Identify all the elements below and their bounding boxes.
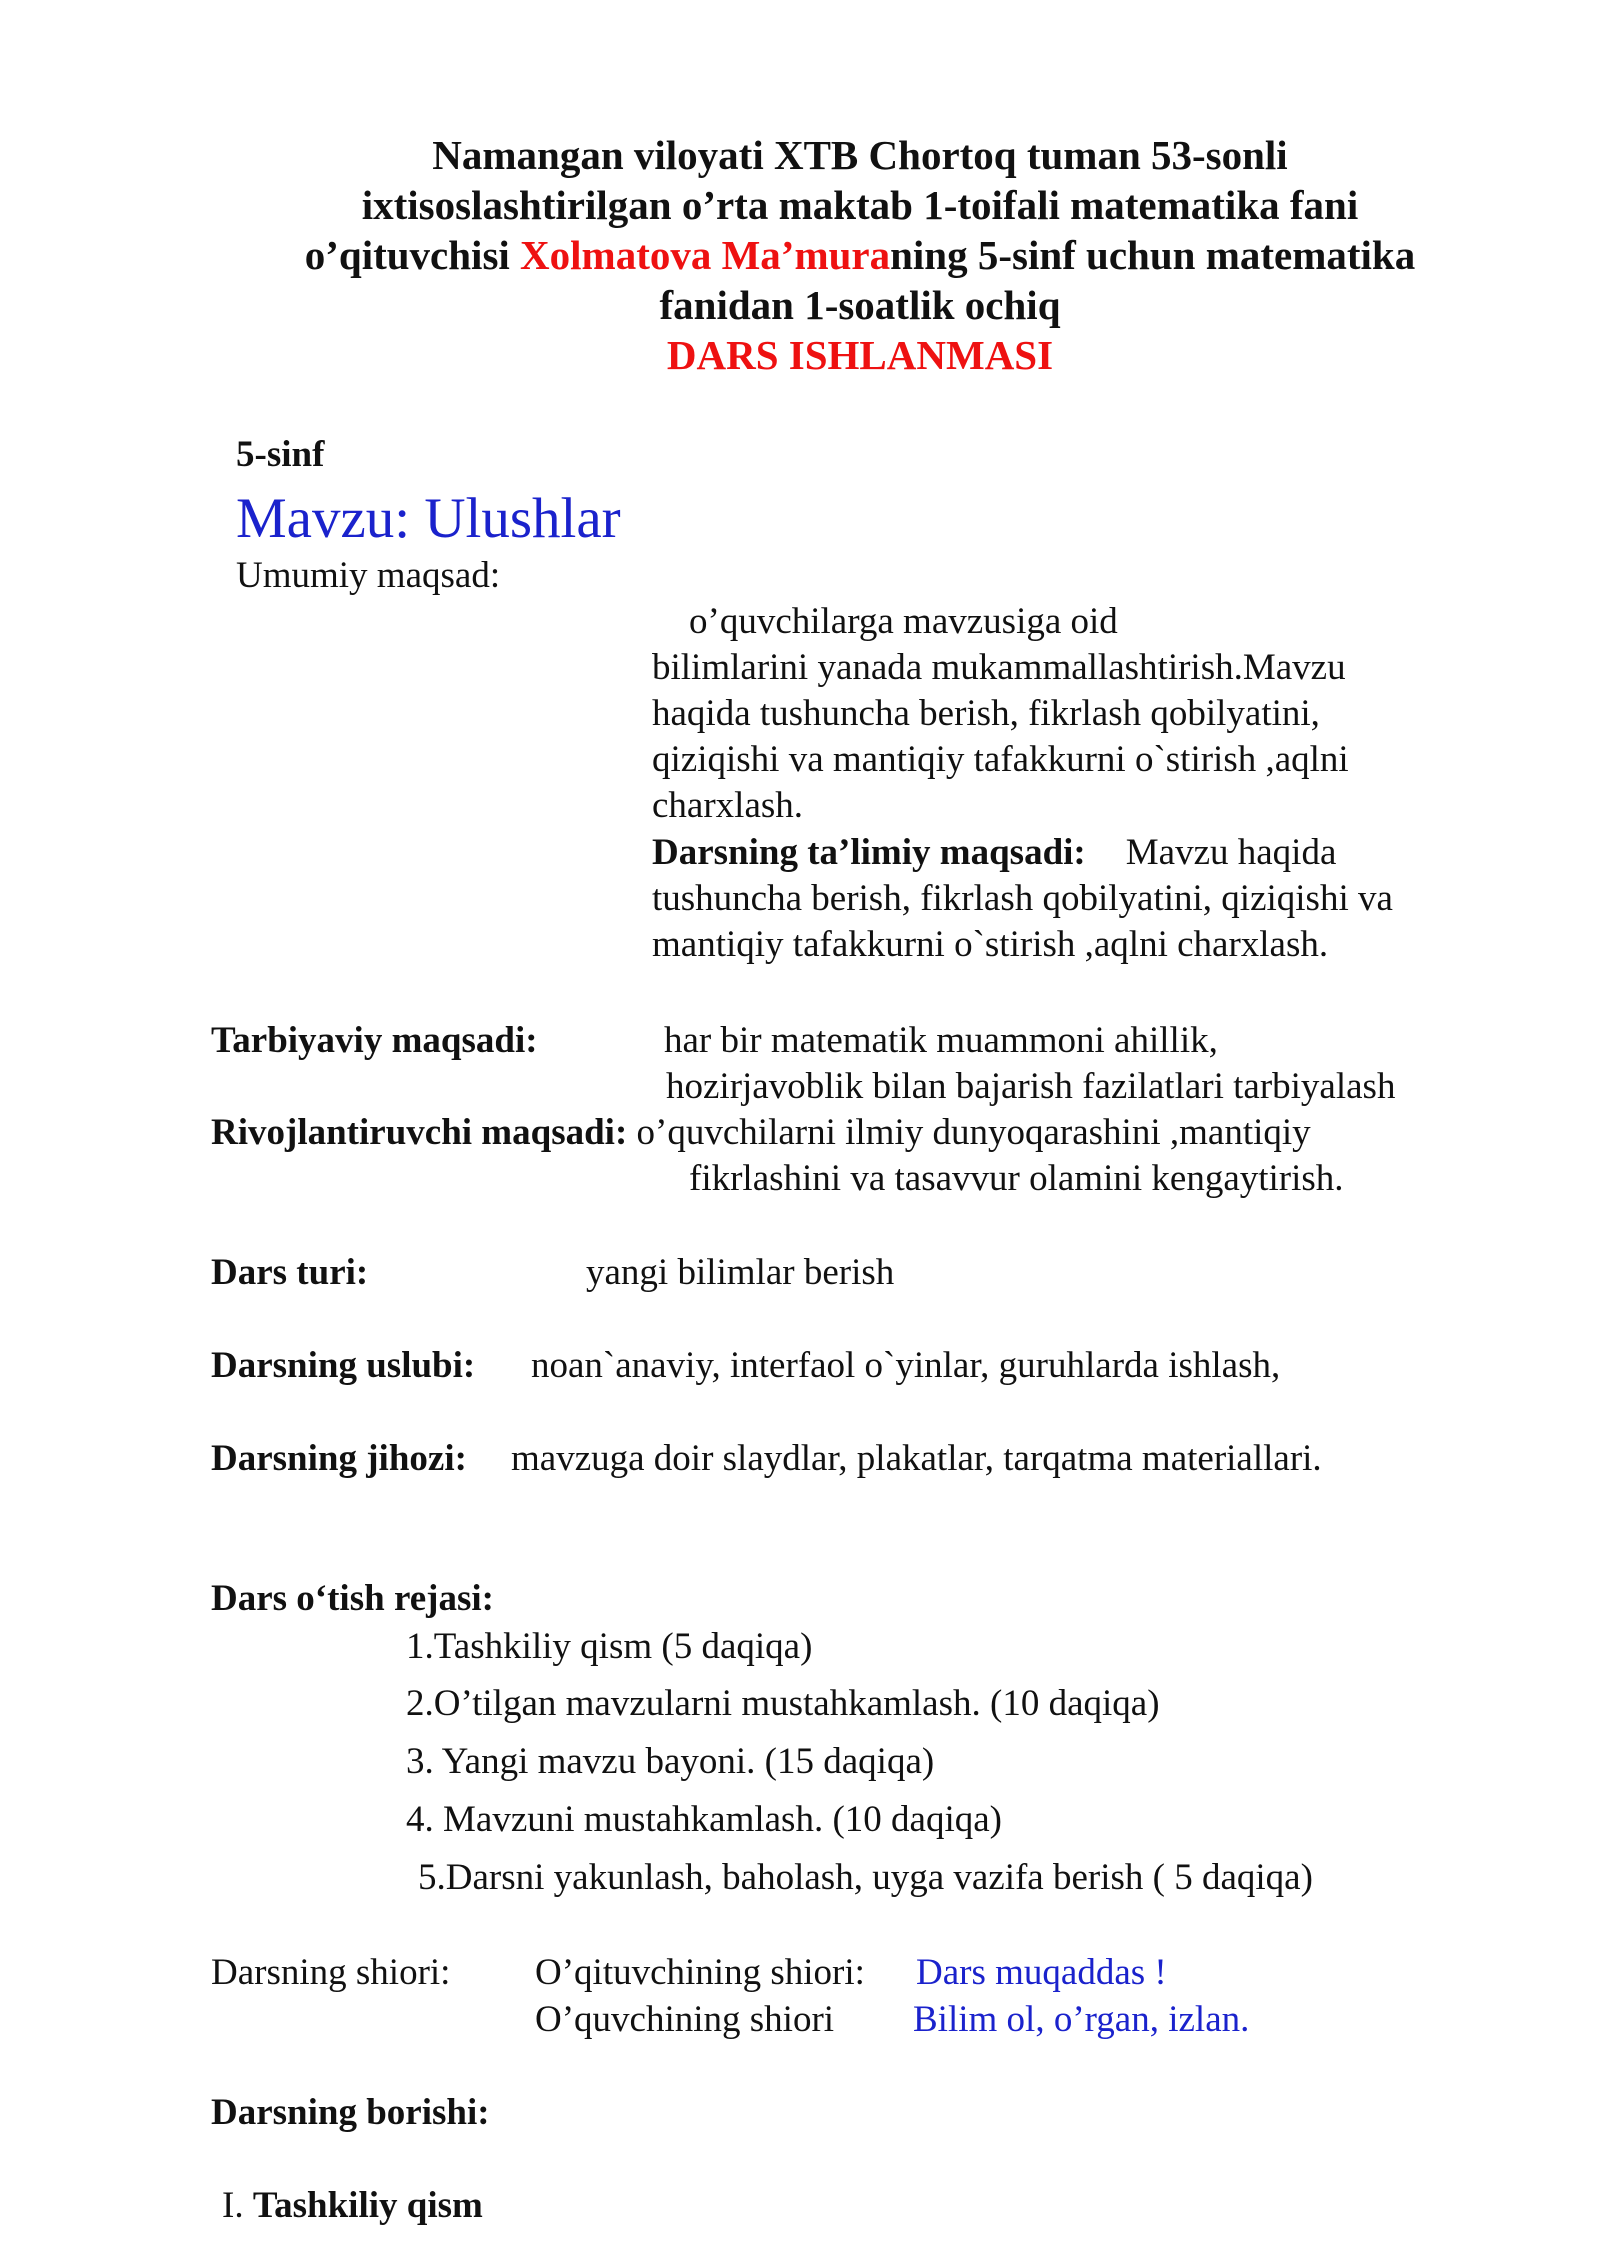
- student-motto-value: Bilim ol, o’rgan, izlan.: [913, 1999, 1250, 2040]
- general-goal-line-5: charxlash.: [652, 785, 804, 826]
- topic-title: Mavzu: Ulushlar: [236, 487, 621, 550]
- header-line-4: fanidan 1-soatlik ochiq: [659, 282, 1061, 328]
- developing-goal-label: Rivojlantiruvchi maqsadi:: [211, 1112, 628, 1153]
- general-goal-line-2: bilimlarini yanada mukammallashtirish.Mavzu: [652, 647, 1346, 688]
- educational-goal-row: [652, 830, 1336, 876]
- general-goal-line-1: o’quvchilarga mavzusiga oid: [689, 601, 1118, 642]
- lesson-type-label: Dars turi:: [211, 1252, 369, 1293]
- section-1-title: Tashkiliy qism: [252, 2185, 483, 2226]
- upbringing-goal-line-2: hozirjavoblik bilan bajarish fazilatlari tarbiyalash: [666, 1066, 1396, 1107]
- plan-item-5: 5.Darsni yakunlash, baholash, uyga vazifa berish ( 5 daqiqa): [418, 1857, 1313, 1898]
- teacher-motto-value: Dars muqaddas !: [916, 1952, 1167, 1993]
- motto-label: Darsning shiori:: [211, 1952, 451, 1993]
- method-label: Darsning uslubi:: [211, 1345, 476, 1386]
- general-goal-label: Umumiy maqsad:: [236, 555, 501, 596]
- plan-item-3: 3. Yangi mavzu bayoni. (15 daqiqa): [406, 1741, 935, 1782]
- plan-item-4: 4. Mavzuni mustahkamlash. (10 daqiqa): [406, 1799, 1002, 1840]
- plan-item-2: 2.O’tilgan mavzularni mustahkamlash. (10 daqiqa): [406, 1683, 1160, 1724]
- plan-item-1: 1.Tashkiliy qism (5 daqiqa): [406, 1626, 813, 1667]
- document-header: [160, 130, 1560, 380]
- educational-goal-line-3: mantiqiy tafakkurni o`stirish ,aqlni charxlash.: [652, 924, 1329, 965]
- header-line-3: [160, 230, 1560, 280]
- general-goal-line-4: qiziqishi va mantiqiy tafakkurni o`stirish ,aqlni: [652, 739, 1349, 780]
- educational-goal-label: Darsning ta’limiy maqsadi:: [652, 832, 1086, 873]
- developing-goal-row: [211, 1110, 1311, 1156]
- method-value: noan`anaviy, interfaol o`yinlar, guruhlarda ishlash,: [531, 1345, 1281, 1386]
- equipment-label: Darsning jihozi:: [211, 1438, 467, 1479]
- student-motto-label: O’quvchining shiori: [535, 1999, 835, 2040]
- developing-goal-line-2: fikrlashini va tasavvur olamini kengaytirish.: [689, 1158, 1344, 1199]
- equipment-value: mavzuga doir slaydlar, plakatlar, tarqatma materiallari.: [511, 1438, 1322, 1479]
- lesson-type-value: yangi bilimlar berish: [586, 1252, 895, 1293]
- section-1-heading: [222, 2183, 483, 2229]
- teacher-name: Xolmatova Ma’mura: [520, 232, 891, 278]
- document-title: DARS ISHLANMASI: [666, 332, 1054, 378]
- section-1-numeral: I.: [222, 2185, 244, 2226]
- developing-goal-line-1: o’quvchilarni ilmiy dunyoqarashini ,mantiqiy: [636, 1112, 1311, 1153]
- header-line-1: Namangan viloyati XTB Chortoq tuman 53-sonli: [432, 132, 1288, 178]
- header-line-3-prefix: o’qituvchisi: [304, 232, 521, 278]
- upbringing-goal-line-1: har bir matematik muammoni ahillik,: [664, 1020, 1218, 1061]
- upbringing-goal-label: Tarbiyaviy maqsadi:: [211, 1020, 538, 1061]
- educational-goal-line-2: tushuncha berish, fikrlash qobilyatini, qiziqishi va: [652, 878, 1393, 919]
- progress-label: Darsning borishi:: [211, 2092, 490, 2133]
- general-goal-line-3: haqida tushuncha berish, fikrlash qobilyatini,: [652, 693, 1320, 734]
- header-line-2: ixtisoslashtirilgan o’rta maktab 1-toifali matematika fani: [361, 182, 1359, 228]
- teacher-motto-label: O’qituvchining shiori:: [535, 1952, 865, 1993]
- header-line-3-suffix: ning 5-sinf uchun matematika: [890, 232, 1416, 278]
- grade-label: 5-sinf: [236, 434, 325, 475]
- plan-label: Dars o‘tish rejasi:: [211, 1578, 494, 1619]
- educational-goal-line-1: Mavzu haqida: [1125, 832, 1337, 873]
